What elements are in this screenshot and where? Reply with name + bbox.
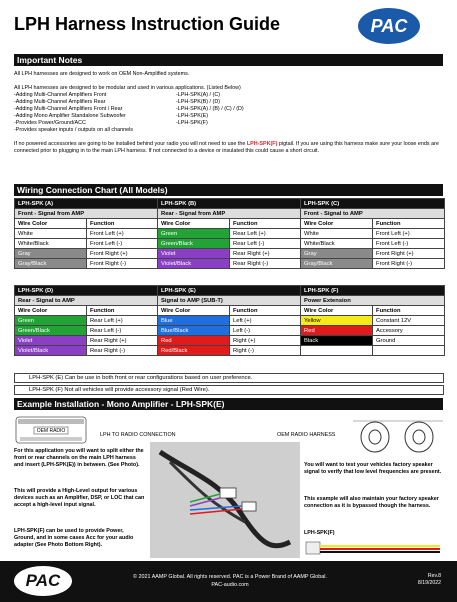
function-cell: Front Right (+): [87, 249, 158, 259]
speaker-icon: [353, 413, 443, 455]
copyright-text: © 2021 AAMP Global. All rights reserved. PAC is a Power Brand of AAMP Global.: [133, 574, 327, 580]
function-header: Function: [230, 219, 301, 229]
wire-color-header: Wire Color: [158, 306, 230, 316]
function-cell: Right (+): [230, 336, 301, 346]
function-cell: Front Right (+): [373, 249, 445, 259]
function-cell: Front Left (+): [373, 229, 445, 239]
wire-color-cell: Green: [158, 229, 230, 239]
wire-color-cell: Violet: [15, 336, 87, 346]
function-cell: Front Left (+): [87, 229, 158, 239]
application-model: -LPH-SPK(A) / (C): [176, 92, 221, 98]
radio-illustration: [14, 413, 88, 447]
wire-color-cell: Black: [301, 336, 373, 346]
chart-model-header: LPH-SPK (E): [158, 286, 301, 296]
application-label: -Adding Multi-Channel Amplifiers Front: [14, 92, 107, 98]
application-model: -LPH-SPK(B) / (D): [176, 99, 221, 105]
function-cell: Rear Left (-): [87, 326, 158, 336]
application-label: -Adding Multi-Channel Amplifiers Rear: [14, 99, 106, 105]
function-cell: Accessory: [373, 326, 445, 336]
function-cell: Front Right (-): [87, 259, 158, 269]
wire-color-header: Wire Color: [15, 219, 87, 229]
function-header: Function: [373, 219, 445, 229]
pigtail-reference: LPH-SPK(F): [246, 141, 278, 147]
application-item: [14, 127, 444, 134]
function-cell: Rear Right (-): [87, 346, 158, 356]
applications-list: [14, 92, 444, 134]
function-cell: Rear Left (-): [230, 239, 301, 249]
footer: [0, 561, 457, 602]
wiring-chart-top: [14, 198, 445, 269]
website-text: PAC-audio.com: [211, 582, 249, 588]
application-model: -LPH-SPK(E): [176, 113, 209, 119]
chart-description: Front - Signal from AMP: [15, 209, 158, 219]
chart-model-header: LPH-SPK (F): [301, 286, 445, 296]
function-cell: Front Left (-): [87, 239, 158, 249]
pigtail-illustration: [304, 538, 444, 558]
harness-photo: [150, 442, 300, 558]
caption-oem-harness: OEM RADIO HARNESS: [277, 432, 336, 438]
wire-color-cell: Green/Black: [15, 326, 87, 336]
function-cell: Left (+): [230, 316, 301, 326]
function-cell: Rear Left (+): [87, 316, 158, 326]
application-label: -Adding Multi-Channel Amplifiers Front / Rear: [14, 106, 123, 112]
wire-color-cell: Yellow: [301, 316, 373, 326]
wire-color-cell: Gray/Black: [15, 259, 87, 269]
pac-logo: PAC: [358, 8, 420, 44]
chart-description: Power Extension: [301, 296, 445, 306]
function-cell: Constant 12V: [373, 316, 445, 326]
notes-paragraph: [14, 141, 444, 155]
wire-color-cell: Gray: [301, 249, 373, 259]
application-model: -LPH-SPK(A) / (B) / (C) / (D): [176, 106, 244, 112]
right-paragraph-1: You will want to test your vehicles factory speaker signal to verify that low level frequencies are present.: [304, 462, 442, 475]
wire-color-cell: Green/Black: [158, 239, 230, 249]
chart-note-e: LPH-SPK (E) Can be use in both front or rear configurations based on user preference.: [14, 373, 444, 383]
function-cell: Rear Right (-): [230, 259, 301, 269]
right-paragraph-2: This example will also maintain your factory speaker connection as it is bypassed though the harness.: [304, 496, 439, 509]
radio-label: OEM RADIO: [36, 428, 66, 434]
wire-color-cell: White/Black: [15, 239, 87, 249]
wiring-chart-bottom: [14, 285, 445, 356]
pigtail-photo: [304, 538, 444, 558]
function-cell: [373, 346, 445, 356]
table-row: [15, 316, 445, 326]
wire-color-cell: Red: [301, 326, 373, 336]
speakers-illustration: [353, 413, 443, 455]
function-cell: Right (-): [230, 346, 301, 356]
function-cell: Left (-): [230, 326, 301, 336]
wire-color-cell: Violet: [158, 249, 230, 259]
application-label: -Adding Mono Amplifier Standalone Subwoofer: [14, 113, 126, 119]
notes-paragraph-b: pigtail. If you are using this harness make sure your loose ends are connected prior to plugging in to the main LPH harness. If not connected to a device or insulated this could cause a short circuit.: [14, 141, 439, 154]
application-item: [14, 113, 444, 120]
table-row: [15, 239, 445, 249]
wire-color-cell: Gray/Black: [301, 259, 373, 269]
application-model: -LPH-SPK(F): [176, 120, 208, 126]
notes-line-2: All LPH harnesses are designed to be modular and used in various applications. (Listed Below): [14, 85, 241, 91]
chart-description: Front - Signal to AMP: [301, 209, 445, 219]
chart-model-header: LPH-SPK (D): [15, 286, 158, 296]
section-example: Example Installation - Mono Amplifier - LPH-SPK(E): [14, 398, 443, 410]
chart-model-header: LPH-SPK (C): [301, 199, 445, 209]
revision-date: 8/19/2022: [417, 580, 441, 586]
function-cell: Rear Right (+): [230, 249, 301, 259]
wire-color-cell: Violet/Black: [158, 259, 230, 269]
chart-description: Rear - Signal to AMP: [15, 296, 158, 306]
table-row: [15, 229, 445, 239]
pac-logo-footer: PAC: [14, 566, 72, 596]
chart-description: Rear - Signal from AMP: [158, 209, 301, 219]
left-paragraph-2: This will provide a High-Level output for various devices such as an Amplifier, DSP, or LOC that can accept a high-level input signal.: [14, 488, 145, 508]
wire-color-cell: White: [15, 229, 87, 239]
application-item: [14, 106, 444, 113]
wire-color-cell: [301, 346, 373, 356]
wire-color-cell: Red/Black: [158, 346, 230, 356]
chart-model-header: LPH-SPK (B): [158, 199, 301, 209]
function-cell: Rear Left (+): [230, 229, 301, 239]
left-paragraph-3: LPH-SPK(F) can be used to provide Power, Ground, and in some cases Acc for your audio adapter (See Photo Bottom Right).: [14, 528, 134, 548]
revision-text: Rev.8: [427, 573, 441, 579]
wire-color-cell: Red: [158, 336, 230, 346]
caption-pigtail: LPH-SPK(F): [304, 530, 335, 536]
function-cell: Front Left (-): [373, 239, 445, 249]
table-row: [15, 259, 445, 269]
wire-color-header: Wire Color: [301, 306, 373, 316]
application-item: [14, 99, 444, 106]
section-wiring-chart: Wiring Connection Chart (All Models): [14, 184, 443, 196]
notes-paragraph-a: If no powered accessories are going to be installed behind your radio you will not need to use the: [14, 141, 247, 147]
function-header: Function: [373, 306, 445, 316]
section-important-notes: Important Notes: [14, 54, 443, 66]
wire-color-header: Wire Color: [301, 219, 373, 229]
wire-color-cell: White: [301, 229, 373, 239]
application-item: [14, 92, 444, 99]
wire-color-cell: Green: [15, 316, 87, 326]
wire-color-cell: White/Black: [301, 239, 373, 249]
caption-radio-connection: LPH TO RADIO CONNECTION: [100, 432, 176, 438]
function-cell: Front Right (-): [373, 259, 445, 269]
notes-line-1: All LPH harnesses are designed to work on OEM Non-Amplified systems.: [14, 71, 190, 77]
function-header: Function: [87, 219, 158, 229]
chart-note-f: LPH-SPK (F) Not all vehicles will provide accessory signal (Red Wire).: [14, 385, 444, 395]
wire-color-cell: Blue: [158, 316, 230, 326]
wire-color-header: Wire Color: [15, 306, 87, 316]
chart-description: Signal to AMP (SUB-T): [158, 296, 301, 306]
application-item: [14, 120, 444, 127]
application-label: -Provides speaker inputs / outputs on all channels: [14, 127, 133, 133]
function-header: Function: [87, 306, 158, 316]
function-header: Function: [230, 306, 301, 316]
table-row: [15, 326, 445, 336]
table-row: [15, 336, 445, 346]
harness-illustration: [150, 442, 300, 558]
page-title: LPH Harness Instruction Guide: [14, 14, 281, 34]
function-cell: Ground: [373, 336, 445, 346]
footer-copyright: [110, 573, 350, 589]
wire-color-cell: Blue/Black: [158, 326, 230, 336]
notes-block: [14, 71, 444, 155]
function-cell: Rear Right (+): [87, 336, 158, 346]
wire-color-cell: Gray: [15, 249, 87, 259]
application-label: -Provides Power/Ground/ACC: [14, 120, 86, 126]
wire-color-cell: Violet/Black: [15, 346, 87, 356]
chart-model-header: LPH-SPK (A): [15, 199, 158, 209]
table-row: [15, 346, 445, 356]
table-row: [15, 249, 445, 259]
footer-revision: [418, 573, 441, 587]
left-paragraph-1: For this application you will want to split either the front or rear channels on the main LPH harness and insert (LPH-SPK(E)) in between. (See Photo).: [14, 448, 144, 468]
wire-color-header: Wire Color: [158, 219, 230, 229]
